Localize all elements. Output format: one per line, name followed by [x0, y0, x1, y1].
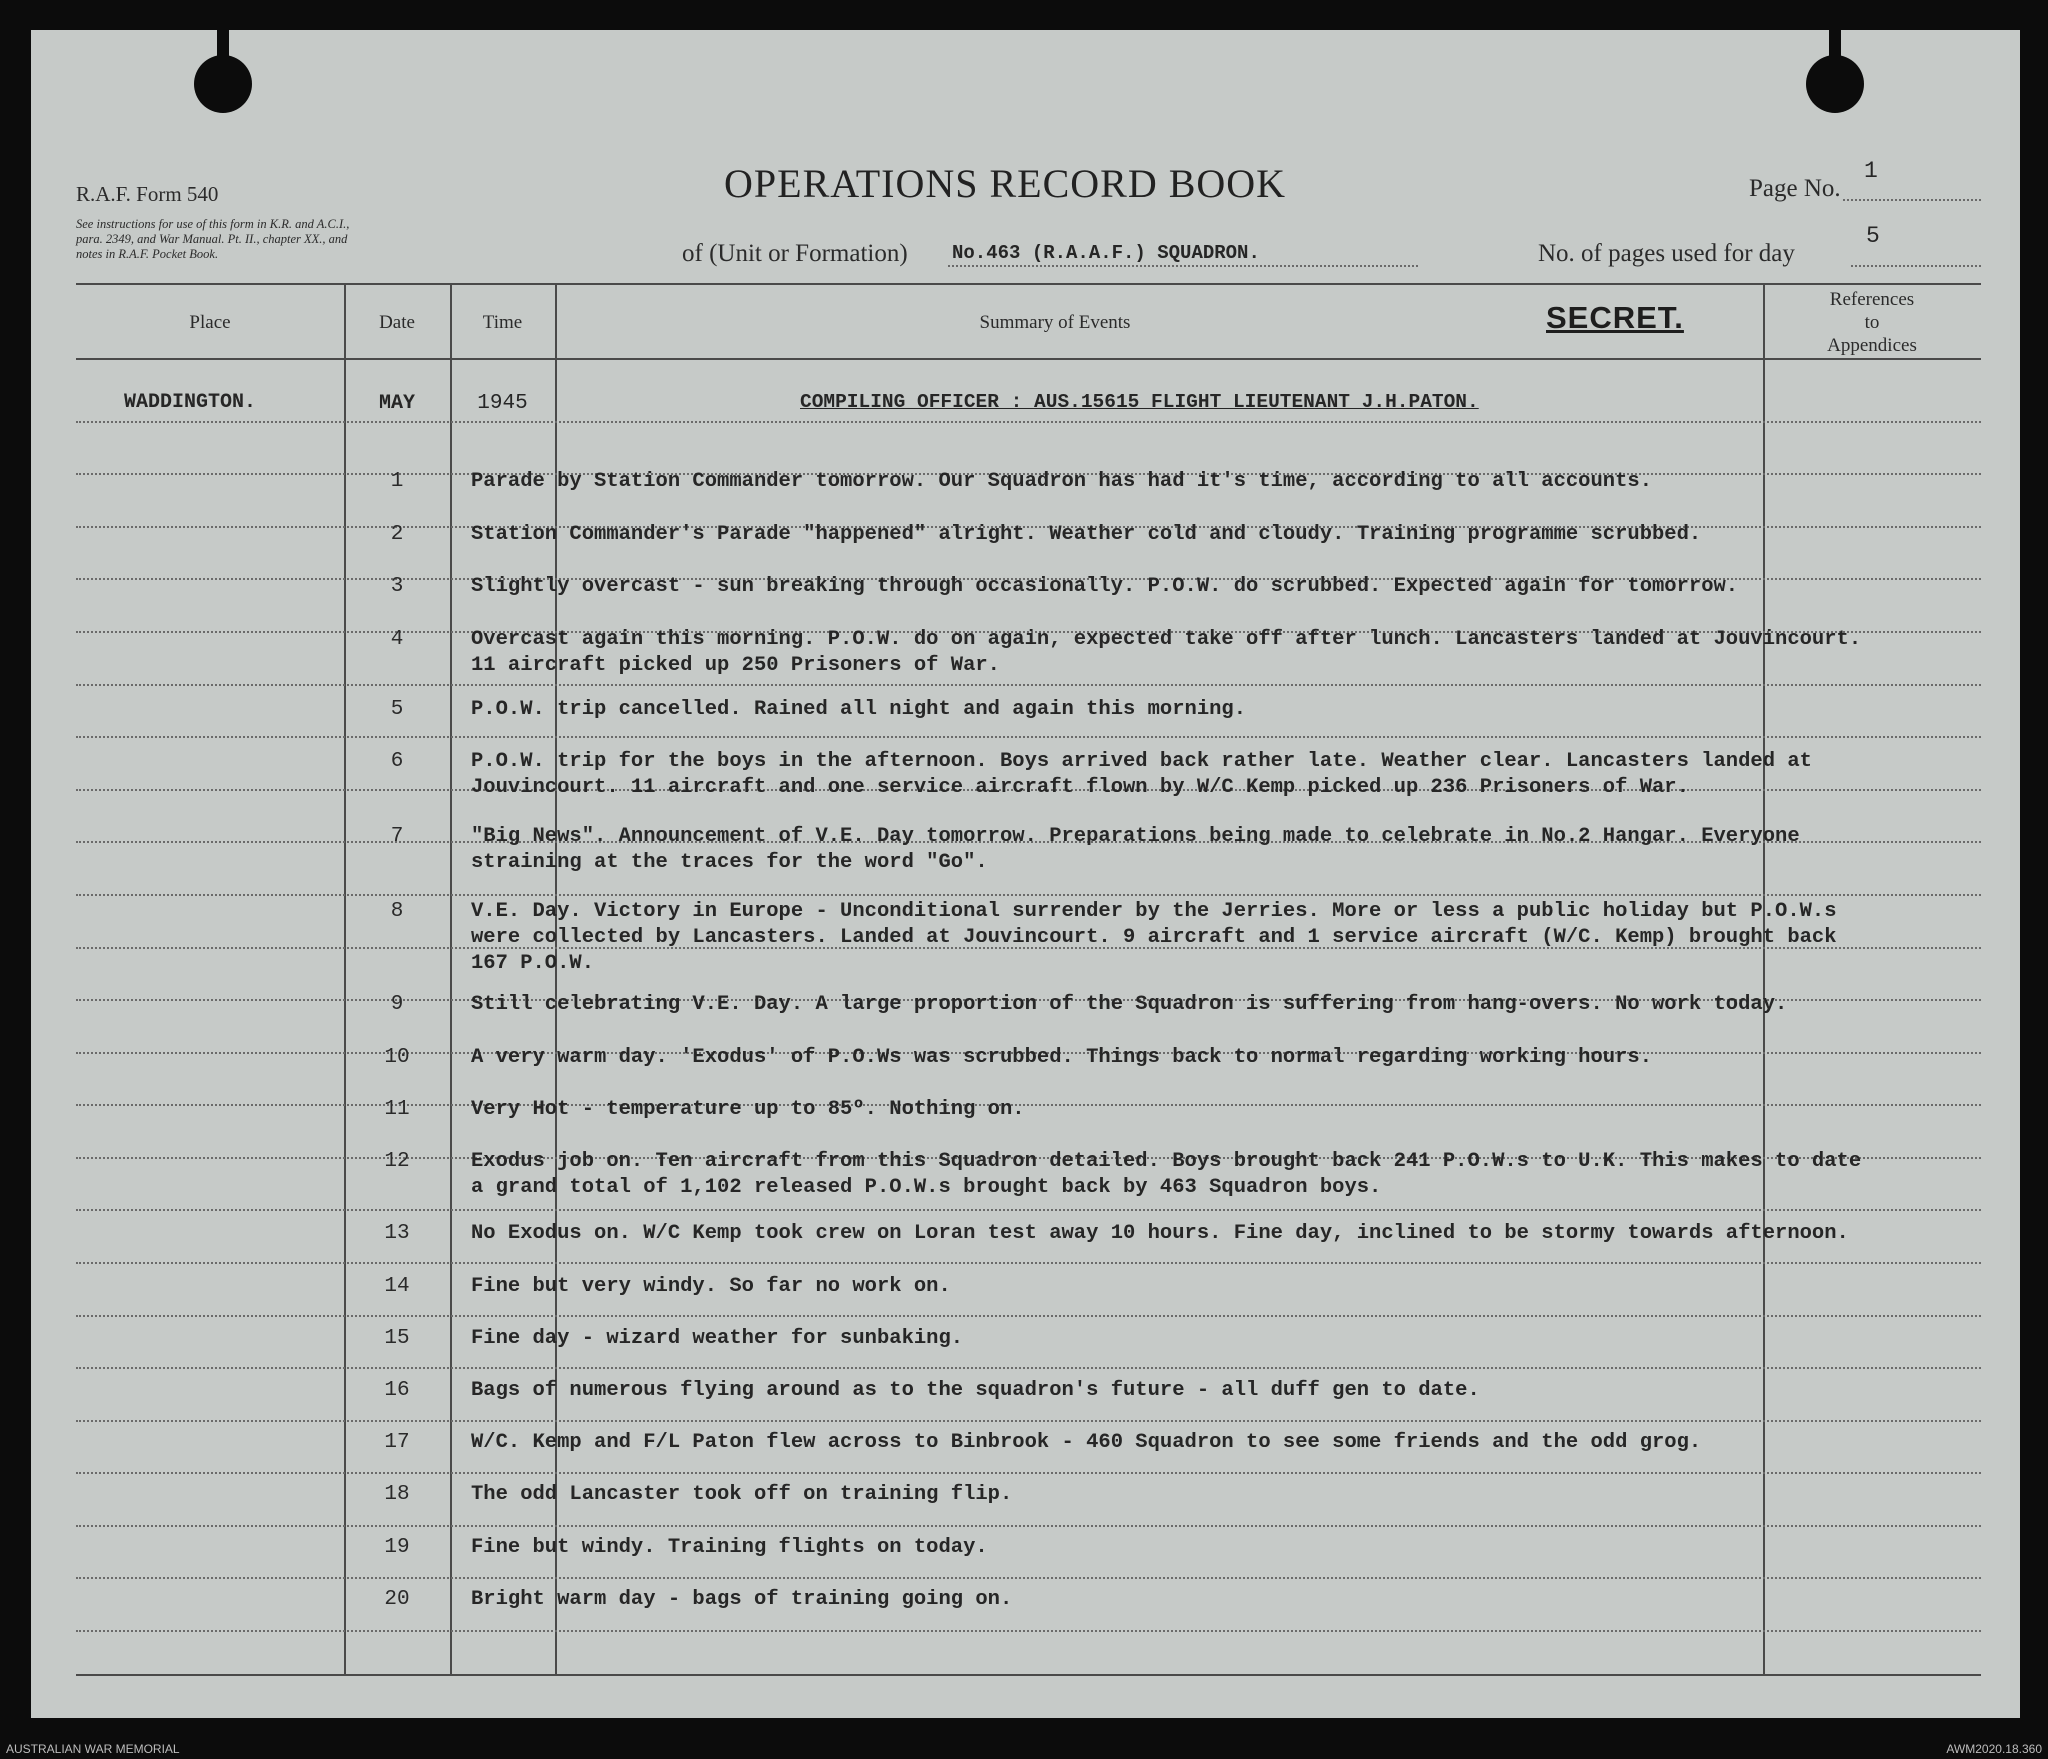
entry-date: 8	[390, 900, 404, 923]
column-header-border	[76, 358, 1981, 360]
entry-text-line: Fine but windy. Training flights on today.	[471, 1536, 988, 1559]
entry-text-line: Station Commander's Parade "happened" alright. Weather cold and cloudy. Training programme scrubbed.	[471, 523, 1702, 546]
compiling-officer: COMPILING OFFICER : AUS.15615 FLIGHT LIEUTENANT J.H.PATON.	[800, 391, 1479, 413]
entry-date: 14	[384, 1275, 410, 1298]
entry-text-line: Parade by Station Commander tomorrow. Our Squadron has had it's time, according to all accounts.	[471, 470, 1652, 493]
binder-hole-right	[1806, 55, 1864, 113]
entry-date: 2	[390, 523, 404, 546]
entry-date: 3	[390, 575, 404, 598]
column-header-references	[1763, 288, 1981, 357]
entry-text-line: Overcast again this morning. P.O.W. do on again, expected take off after lunch. Lancasters landed at Jouvincourt.	[471, 628, 1862, 651]
entry-date: 12	[384, 1150, 410, 1173]
ruled-line	[76, 1209, 1981, 1211]
entry-text-line: P.O.W. trip for the boys in the afternoon. Boys arrived back rather late. Weather clear. Lancasters landed at	[471, 750, 1812, 773]
ruled-line	[76, 1420, 1981, 1422]
entry-text-line: Fine but very windy. So far no work on.	[471, 1275, 951, 1298]
entry-text-line: Bags of numerous flying around as to the squadron's future - all duff gen to date.	[471, 1379, 1480, 1402]
entry-date: 10	[384, 1046, 410, 1069]
references-column-divider	[1763, 283, 1765, 1675]
table-bottom-border	[76, 1674, 1981, 1676]
column-header-time: Time	[482, 312, 523, 333]
column-header-place: Place	[189, 312, 231, 333]
entry-date: 18	[384, 1483, 410, 1506]
instructions-line-3: notes in R.A.F. Pocket Book.	[76, 247, 219, 261]
unit-label: of (Unit or Formation)	[682, 240, 908, 267]
unit-line	[948, 265, 1418, 267]
unit-value: No.463 (R.A.A.F.) SQUADRON.	[952, 242, 1260, 264]
entry-text-line: "Big News". Announcement of V.E. Day tomorrow. Preparations being made to celebrate in No.2 Hangar. Everyone	[471, 825, 1800, 848]
entry-text-line: Slightly overcast - sun breaking through occasionally. P.O.W. do scrubbed. Expected again for tomorrow.	[471, 575, 1739, 598]
place-value: WADDINGTON.	[124, 391, 257, 414]
column-header-date: Date	[379, 312, 415, 333]
entry-date: 7	[390, 825, 404, 848]
binder-hole-left	[194, 55, 252, 113]
instructions-line-1: See instructions for use of this form in K.R. and A.C.I.,	[76, 217, 350, 231]
entry-text-line: Bright warm day - bags of training going on.	[471, 1588, 1013, 1611]
month-value: MAY	[378, 392, 415, 415]
ruled-line	[76, 1630, 1981, 1632]
entry-text-line: P.O.W. trip cancelled. Rained all night and again this morning.	[471, 698, 1247, 721]
pages-used-value: 5	[1866, 223, 1880, 249]
instructions-line-2: para. 2349, and War Manual. Pt. II., chapter XX., and	[76, 232, 348, 246]
entry-text-line: were collected by Lancasters. Landed at Jouvincourt. 9 aircraft and 1 service aircraft (W/C. Kemp) brought back	[471, 926, 1837, 949]
secret-stamp: SECRET.	[1546, 300, 1684, 335]
ruled-line	[76, 1315, 1981, 1317]
entry-text-line: The odd Lancaster took off on training flip.	[471, 1483, 1013, 1506]
entry-text-line: a grand total of 1,102 released P.O.W.s brought back by 463 Squadron boys.	[471, 1176, 1382, 1199]
entry-date: 1	[390, 470, 404, 493]
year-value: 1945	[477, 392, 528, 415]
ruled-line	[76, 1577, 1981, 1579]
time-column-divider	[450, 283, 452, 1675]
ruled-line	[76, 894, 1981, 896]
entry-date: 20	[384, 1588, 410, 1611]
ruled-line	[76, 684, 1981, 686]
page-no-line	[1843, 199, 1981, 201]
entry-text-line: straining at the traces for the word "Go".	[471, 851, 988, 874]
entry-text-line: W/C. Kemp and F/L Paton flew across to Binbrook - 460 Squadron to see some friends and the odd grog.	[471, 1431, 1702, 1454]
ruled-line	[76, 1262, 1981, 1264]
ruled-line	[76, 1472, 1981, 1474]
entry-date: 4	[390, 628, 404, 651]
entry-date: 13	[384, 1222, 410, 1245]
page-title: OPERATIONS RECORD BOOK	[724, 161, 1287, 206]
entry-date: 5	[390, 698, 404, 721]
table-top-border	[76, 283, 1981, 285]
entry-date: 11	[384, 1098, 410, 1121]
entry-text-line: Fine day - wizard weather for sunbaking.	[471, 1327, 964, 1350]
footer-institution: AUSTRALIAN WAR MEMORIAL	[6, 1742, 180, 1756]
entry-text-line: No Exodus on. W/C Kemp took crew on Loran test away 10 hours. Fine day, inclined to be stormy towards afternoon.	[471, 1222, 1849, 1245]
entry-date: 17	[384, 1431, 410, 1454]
form-instructions	[76, 217, 349, 262]
entry-date: 9	[390, 993, 404, 1016]
entry-text-line: Very Hot - temperature up to 85º. Nothing on.	[471, 1098, 1025, 1121]
references-to-label: to	[1864, 312, 1880, 333]
column-header-summary: Summary of Events	[979, 312, 1131, 333]
entry-text-line: Jouvincourt. 11 aircraft and one service aircraft flown by W/C Kemp picked up 236 Prisoners of War.	[471, 776, 1689, 799]
page-no-value: 1	[1864, 158, 1878, 184]
entry-text-line: V.E. Day. Victory in Europe - Unconditional surrender by the Jerries. More or less a public holiday but P.O.W.s	[471, 900, 1837, 923]
entry-date: 16	[384, 1379, 410, 1402]
entry-text-line: Still celebrating V.E. Day. A large proportion of the Squadron is suffering from hang-overs. No work today.	[471, 993, 1788, 1016]
pages-used-label: No. of pages used for day	[1538, 240, 1795, 267]
record-sheet	[31, 30, 2020, 1718]
ruled-line	[76, 736, 1981, 738]
ruled-line	[76, 421, 1981, 423]
entry-date: 6	[390, 750, 404, 773]
entry-text-line: 167 P.O.W.	[471, 952, 595, 975]
appendices-label: Appendices	[1827, 335, 1917, 356]
ruled-line	[76, 1525, 1981, 1527]
footer-accession-number: AWM2020.18.360	[1946, 1742, 2042, 1756]
ruled-line	[76, 1367, 1981, 1369]
form-number: R.A.F. Form 540	[76, 182, 219, 206]
pages-used-line	[1851, 265, 1981, 267]
entry-text-line: A very warm day. 'Exodus' of P.O.Ws was scrubbed. Things back to normal regarding working hours.	[471, 1046, 1652, 1069]
entry-text-line: Exodus job on. Ten aircraft from this Squadron detailed. Boys brought back 241 P.O.W.s to U.K. This makes to date	[471, 1150, 1862, 1173]
entry-text-line: 11 aircraft picked up 250 Prisoners of War.	[471, 654, 1000, 677]
page-no-label: Page No.	[1749, 175, 1841, 202]
entry-date: 15	[384, 1327, 410, 1350]
references-label: References	[1829, 289, 1915, 310]
entry-date: 19	[384, 1536, 410, 1559]
